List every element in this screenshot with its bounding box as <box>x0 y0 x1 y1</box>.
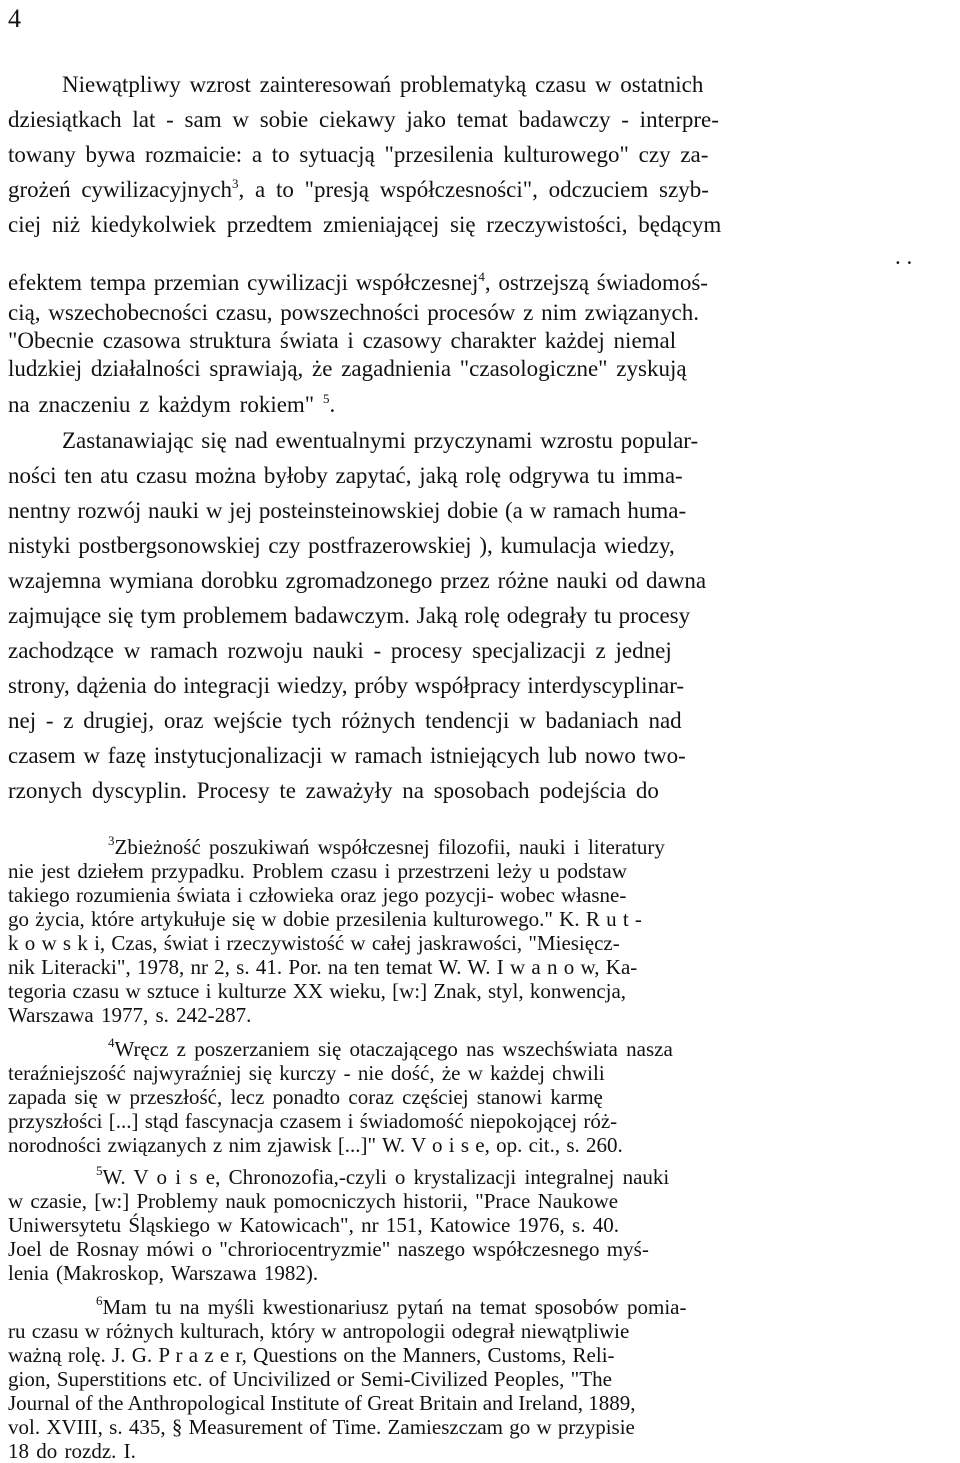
footnote-number-5: 5 <box>96 1163 103 1178</box>
footnote-line <box>108 1035 673 1061</box>
footnote-line <box>108 833 665 859</box>
text-line <box>8 175 709 205</box>
page-number: 4 <box>8 4 21 33</box>
footnote-line: nie jest dziełem przypadku. Problem czasu i przestrzeni leży u podstaw <box>8 859 627 883</box>
text-line: ności ten atu czasu można byłoby zapytać, jaką rolę odgrywa tu imma- <box>8 463 683 488</box>
text-line <box>8 390 335 420</box>
text-line: strony, dążenia do integracji wiedzy, próby współpracy interdyscyplinar- <box>8 673 685 698</box>
footnote-ref-4: 4 <box>478 269 485 284</box>
footnote-ref-5: 5 <box>322 391 330 406</box>
text-line: nistyki postbergsonowskiej czy postfrazerowskiej ), kumulacja wiedzy, <box>8 533 675 558</box>
text-fragment: W. V o i s e, Chronozofia,-czyli o krystalizacji integralnej nauki <box>102 1165 670 1189</box>
text-line: ciej niż kiedykolwiek przedtem zmieniającej się rzeczywistości, będącym <box>8 212 722 237</box>
footnote-line: k o w s k i, Czas, świat i rzeczywistość w całej jaskrawości, "Miesięcz- <box>8 931 620 955</box>
footnote-line: lenia (Makroskop, Warszawa 1982). <box>8 1261 319 1285</box>
text-fragment: , ostrzejszą świadomoś- <box>484 270 708 295</box>
footnote-line: Journal of the Anthropological Institute of Great Britain and Ireland, 1889, <box>8 1391 636 1415</box>
footnote-number-6: 6 <box>96 1293 103 1308</box>
footnote-line: ważną rolę. J. G. P r a z e r, Questions on the Manners, Customs, Reli- <box>8 1343 615 1367</box>
text-line: ludzkiej działalności sprawiają, że zagadnienia "czasologiczne" zyskują <box>8 356 687 381</box>
text-line: cią, wszechobecności czasu, powszechności procesów z nim związanych. <box>8 300 699 325</box>
text-fragment: . <box>329 392 336 417</box>
text-line: Zastanawiając się nad ewentualnymi przyczynami wzrostu popular- <box>62 428 699 453</box>
text-line <box>8 268 708 298</box>
footnote-line: go życia, które artykułuje się w dobie przesilenia kulturowego." K. R u t - <box>8 907 642 931</box>
text-line: . . <box>895 244 913 269</box>
footnote-line: Joel de Rosnay mówi o "chroriocentryzmie" naszego współczesnego myś- <box>8 1237 649 1261</box>
text-fragment: Zbieżność poszukiwań współczesnej filozofii, nauki i literatury <box>114 835 665 859</box>
text-fragment: , a to "presją współczesności", odczuciem szyb- <box>238 177 709 202</box>
text-line: Niewątpliwy wzrost zainteresowań problematyką czasu w ostatnich <box>62 72 704 97</box>
footnote-line: przyszłości [...] stąd fascynacja czasem i świadomość niepokojącej róż- <box>8 1109 618 1133</box>
footnote-line: zapada się w przeszłość, lecz ponadto coraz częściej stanowi karmę <box>8 1085 603 1109</box>
footnote-line: ru czasu w różnych kulturach, który w antropologii odegrał niewątpliwie <box>8 1319 630 1343</box>
text-fragment: Mam tu na myśli kwestionariusz pytań na temat sposobów pomia- <box>102 1295 687 1319</box>
text-line: nentny rozwój nauki w jej posteinsteinowskiej dobie (a w ramach huma- <box>8 498 687 523</box>
footnote-number-3: 3 <box>108 833 115 848</box>
footnote-line <box>96 1293 687 1319</box>
text-line: zajmujące się tym problemem badawczym. Jaką rolę odegrały tu procesy <box>8 603 691 628</box>
footnote-line: teraźniejszość najwyraźniej się kurczy - nie dość, że w każdej chwili <box>8 1061 605 1085</box>
footnote-line: Uniwersytetu Śląskiego w Katowicach", nr 151, Katowice 1976, s. 40. <box>8 1213 619 1237</box>
text-fragment: efektem tempa przemian cywilizacji współczesnej <box>8 270 479 295</box>
text-line: nej - z drugiej, oraz wejście tych różnych tendencji w badaniach nad <box>8 708 682 733</box>
text-line: zachodzące w ramach rozwoju nauki - procesy specjalizacji z jednej <box>8 638 672 663</box>
footnote-line: w czasie, [w:] Problemy nauk pomocniczych historii, "Prace Naukowe <box>8 1189 619 1213</box>
text-line: rzonych dyscyplin. Procesy te zaważyły na sposobach podejścia do <box>8 778 659 803</box>
text-fragment: Wręcz z poszerzaniem się otaczającego nas wszechświata nasza <box>114 1037 673 1061</box>
text-line: czasem w fazę instytucjonalizacji w ramach istniejących lub nowo two- <box>8 743 686 768</box>
footnote-line: 18 do rozdz. I. <box>8 1439 136 1463</box>
text-fragment: na znaczeniu z każdym rokiem" <box>8 392 315 417</box>
footnote-line <box>96 1163 670 1189</box>
text-line: wzajemna wymiana dorobku zgromadzonego przez różne nauki od dawna <box>8 568 707 593</box>
footnote-ref-3: 3 <box>232 176 239 191</box>
text-line: "Obecnie czasowa struktura świata i czasowy charakter każdej niemal <box>8 328 677 353</box>
footnote-line: norodności związanych z nim zjawisk [...]" W. V o i s e, op. cit., s. 260. <box>8 1133 623 1157</box>
footnote-line: nik Literacki", 1978, nr 2, s. 41. Por. na ten temat W. W. I w a n o w, Ka- <box>8 955 638 979</box>
footnote-number-4: 4 <box>108 1035 115 1050</box>
footnote-line: Warszawa 1977, s. 242-287. <box>8 1003 252 1027</box>
footnote-line: vol. XVIII, s. 435, § Measurement of Time. Zamieszczam go w przypisie <box>8 1415 635 1439</box>
footnote-line: tegoria czasu w sztuce i kulturze XX wieku, [w:] Znak, styl, konwencja, <box>8 979 627 1003</box>
text-line: dziesiątkach lat - sam w sobie ciekawy jako temat badawczy - interpre- <box>8 107 719 132</box>
footnote-line: gion, Superstitions etc. of Uncivilized or Semi-Civilized Peoples, "The <box>8 1367 612 1391</box>
text-fragment: grożeń cywilizacyjnych <box>8 177 233 202</box>
footnote-line: takiego rozumienia świata i człowieka oraz jego pozycji- wobec własne- <box>8 883 627 907</box>
text-line: towany bywa rozmaicie: a to sytuacją "przesilenia kulturowego" czy za- <box>8 142 709 167</box>
